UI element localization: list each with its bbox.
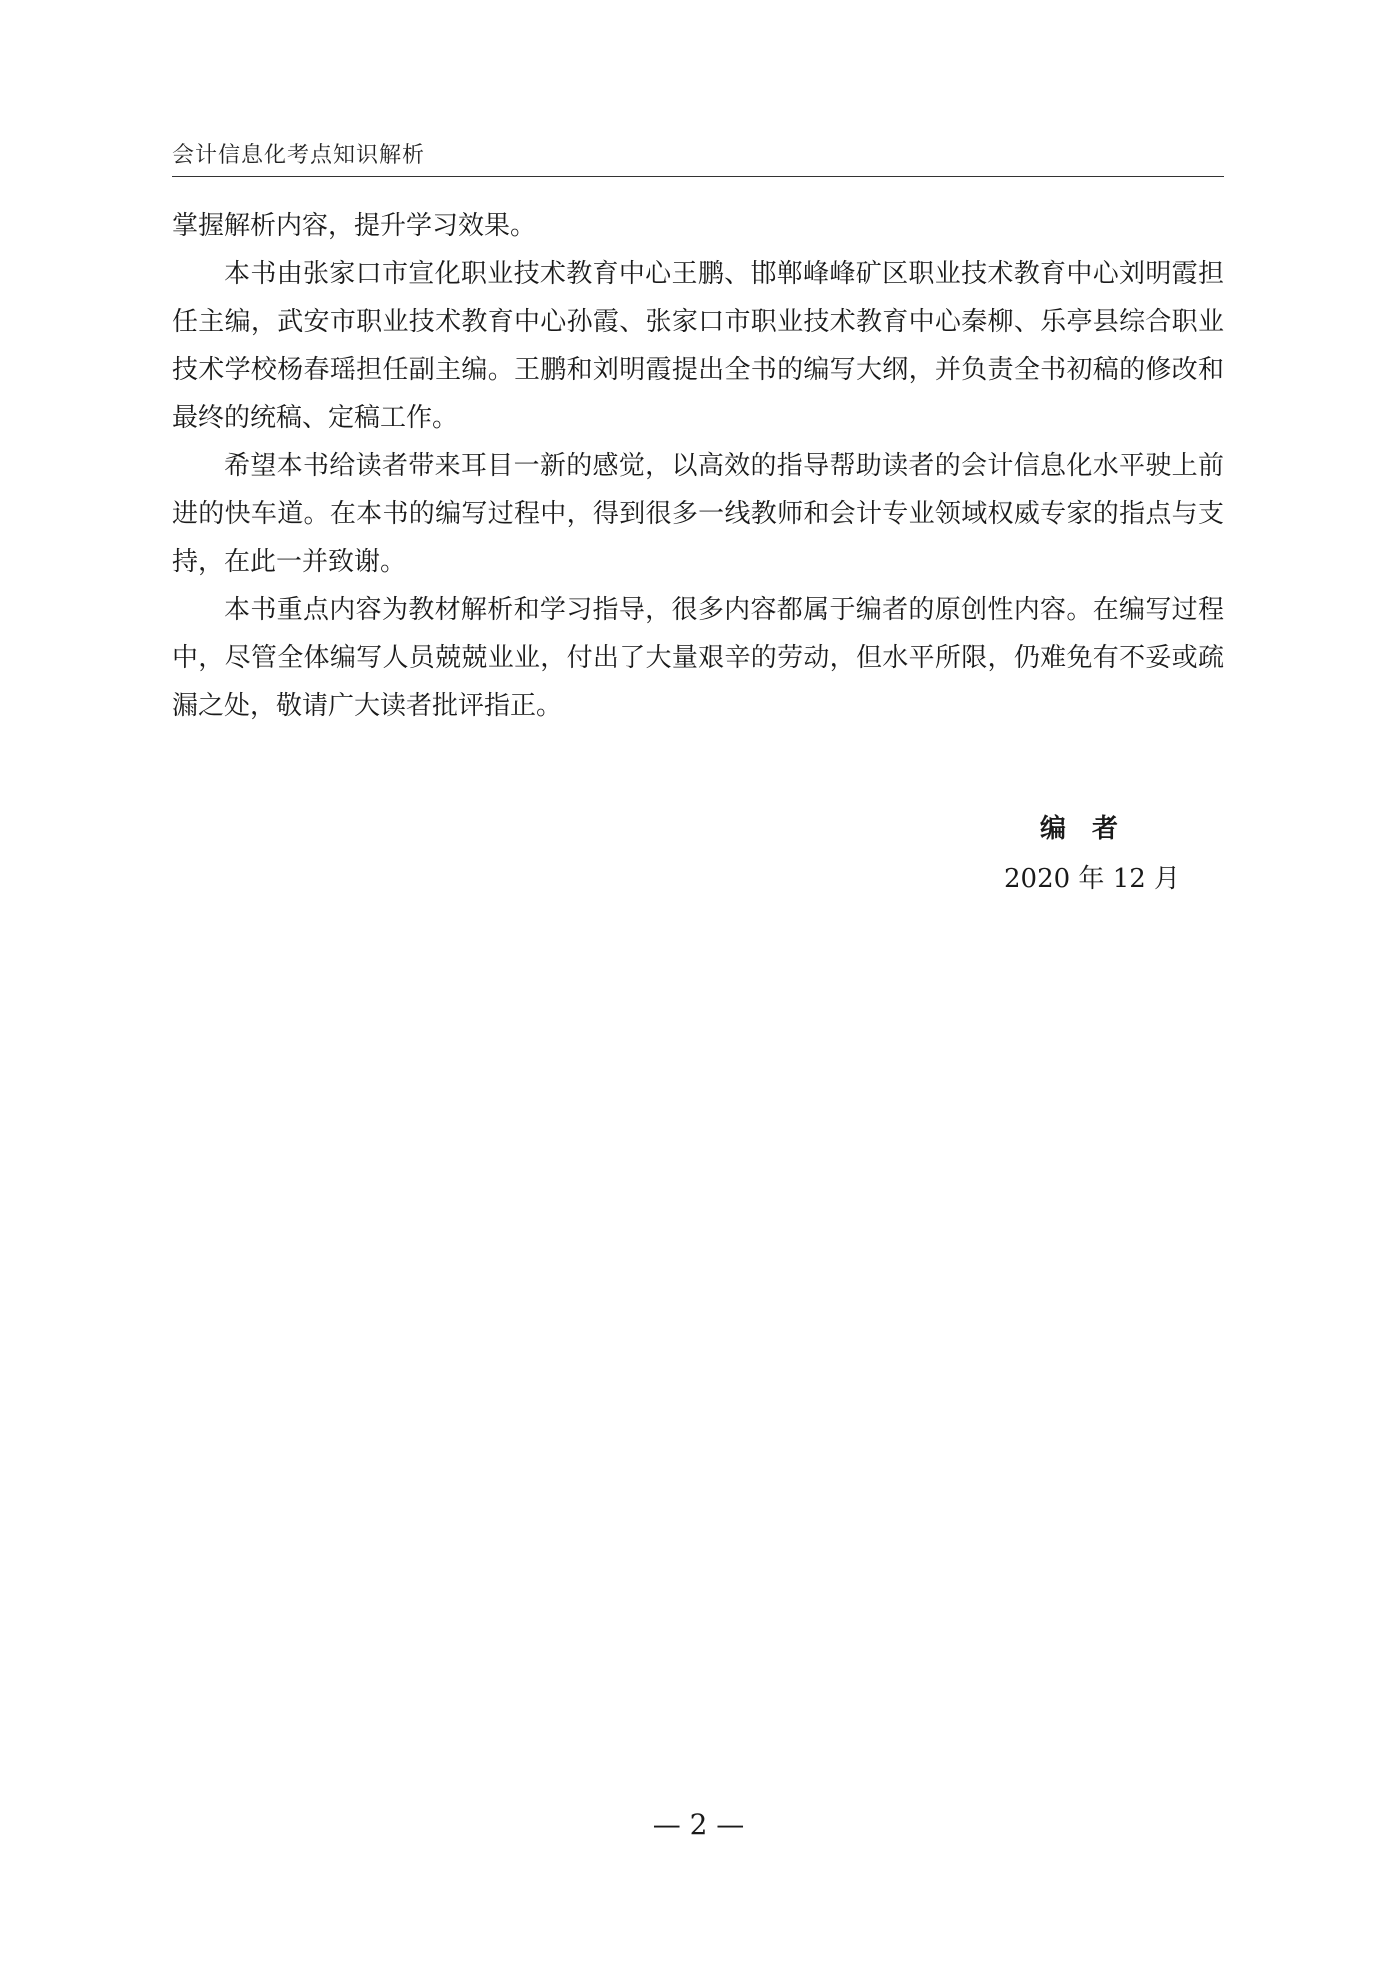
header-divider bbox=[172, 176, 1224, 177]
page-number: — 2 — bbox=[652, 1808, 745, 1841]
running-header-title: 会计信息化考点知识解析 bbox=[172, 143, 426, 168]
signature-date: 2020 年 12 月 bbox=[1004, 864, 1181, 894]
body-text bbox=[172, 202, 1224, 730]
paragraph-disclaimer: 本书重点内容为教材解析和学习指导，很多内容都属于编者的原创性内容。在编写过程中，尽管全体编写人员兢兢业业，付出了大量艰辛的劳动，但水平所限，仍难免有不妥或疏漏之处，敬请广大读者批评指正。 bbox=[172, 595, 1224, 721]
paragraph-editors: 本书由张家口市宣化职业技术教育中心王鹏、邯郸峰峰矿区职业技术教育中心刘明霞担任主编，武安市职业技术教育中心孙霞、张家口市职业技术教育中心秦柳、乐亭县综合职业技术学校杨春瑶担任副主编。王鹏和刘明霞提出全书的编写大纲，并负责全书初稿的修改和最终的统稿、定稿工作。 bbox=[172, 259, 1224, 433]
paragraph-thanks: 希望本书给读者带来耳目一新的感觉，以高效的指导帮助读者的会计信息化水平驶上前进的快车道。在本书的编写过程中，得到很多一线教师和会计专业领域权威专家的指点与支持，在此一并致谢。 bbox=[172, 451, 1224, 577]
signature-author: 编者 bbox=[1040, 814, 1145, 844]
paragraph-continuation: 掌握解析内容，提升学习效果。 bbox=[172, 211, 537, 241]
